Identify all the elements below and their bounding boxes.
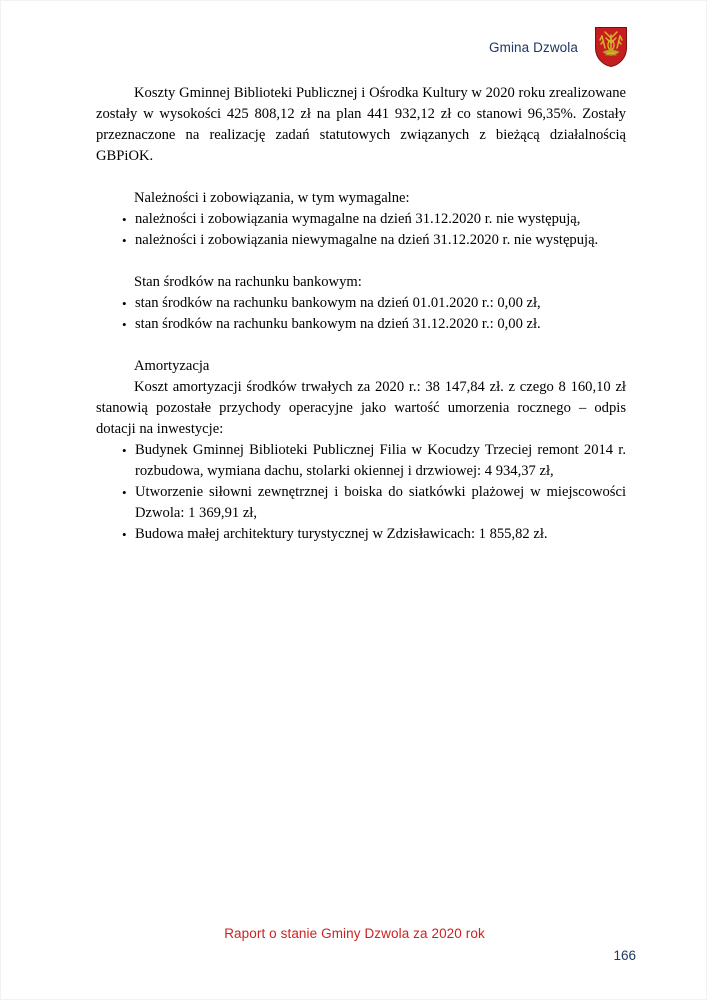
amortization-list xyxy=(96,440,626,545)
footer-report-title: Raport o stanie Gminy Dzwola za 2020 rok xyxy=(224,926,485,941)
paragraph-spacer xyxy=(96,335,626,356)
page-footer xyxy=(1,926,707,986)
document-body xyxy=(96,83,626,545)
page-header xyxy=(96,23,628,71)
amortization-paragraph: Koszt amortyzacji środków trwałych za 2020 r.: 38 147,84 zł. z czego 8 160,10 zł stanowią pozostałe przychody operacyjne jako wartość umorzenia rocznego – odpis dotacji na inwestycje: xyxy=(96,379,626,437)
receivables-list xyxy=(96,209,626,251)
page-number: 166 xyxy=(613,948,636,963)
list-item: • Utworzenie siłowni zewnętrznej i boiska do siatkówki plażowej w miejscowości Dzwola: 1 369,91 zł, xyxy=(96,482,626,524)
list-item: • Budowa małej architektury turystycznej w Zdzisławicach: 1 855,82 zł. xyxy=(96,524,626,545)
paragraph-spacer xyxy=(96,167,626,188)
header-municipality-title: Gmina Dzwola xyxy=(489,39,578,55)
coat-of-arms-icon xyxy=(594,26,628,68)
list-item: • stan środków na rachunku bankowym na dzień 01.01.2020 r.: 0,00 zł, xyxy=(96,293,626,314)
receivables-heading: Należności i zobowiązania, w tym wymagalne: xyxy=(134,190,410,206)
paragraph-spacer xyxy=(96,251,626,272)
list-item: • należności i zobowiązania niewymagalne na dzień 31.12.2020 r. nie występują. xyxy=(96,230,626,251)
bank-balance-heading: Stan środków na rachunku bankowym: xyxy=(134,274,362,290)
bank-balance-list xyxy=(96,293,626,335)
list-item: • należności i zobowiązania wymagalne na dzień 31.12.2020 r. nie występują, xyxy=(96,209,626,230)
list-item: • stan środków na rachunku bankowym na dzień 31.12.2020 r.: 0,00 zł. xyxy=(96,314,626,335)
amortization-heading: Amortyzacja xyxy=(134,358,210,374)
intro-paragraph: Koszty Gminnej Biblioteki Publicznej i Ośrodka Kultury w 2020 roku zrealizowane zostały w wysokości 425 808,12 zł na plan 441 932,12 zł co stanowi 96,35%. Zostały przeznaczone na realizację zadań statutowych związanych z bieżącą działalnością GBPiOK. xyxy=(96,85,626,164)
list-item: • Budynek Gminnej Biblioteki Publicznej Filia w Kocudzy Trzeciej remont 2014 r. rozbudowa, wymiana dachu, stolarki okiennej i drzwiowej: 4 934,37 zł, xyxy=(96,440,626,482)
